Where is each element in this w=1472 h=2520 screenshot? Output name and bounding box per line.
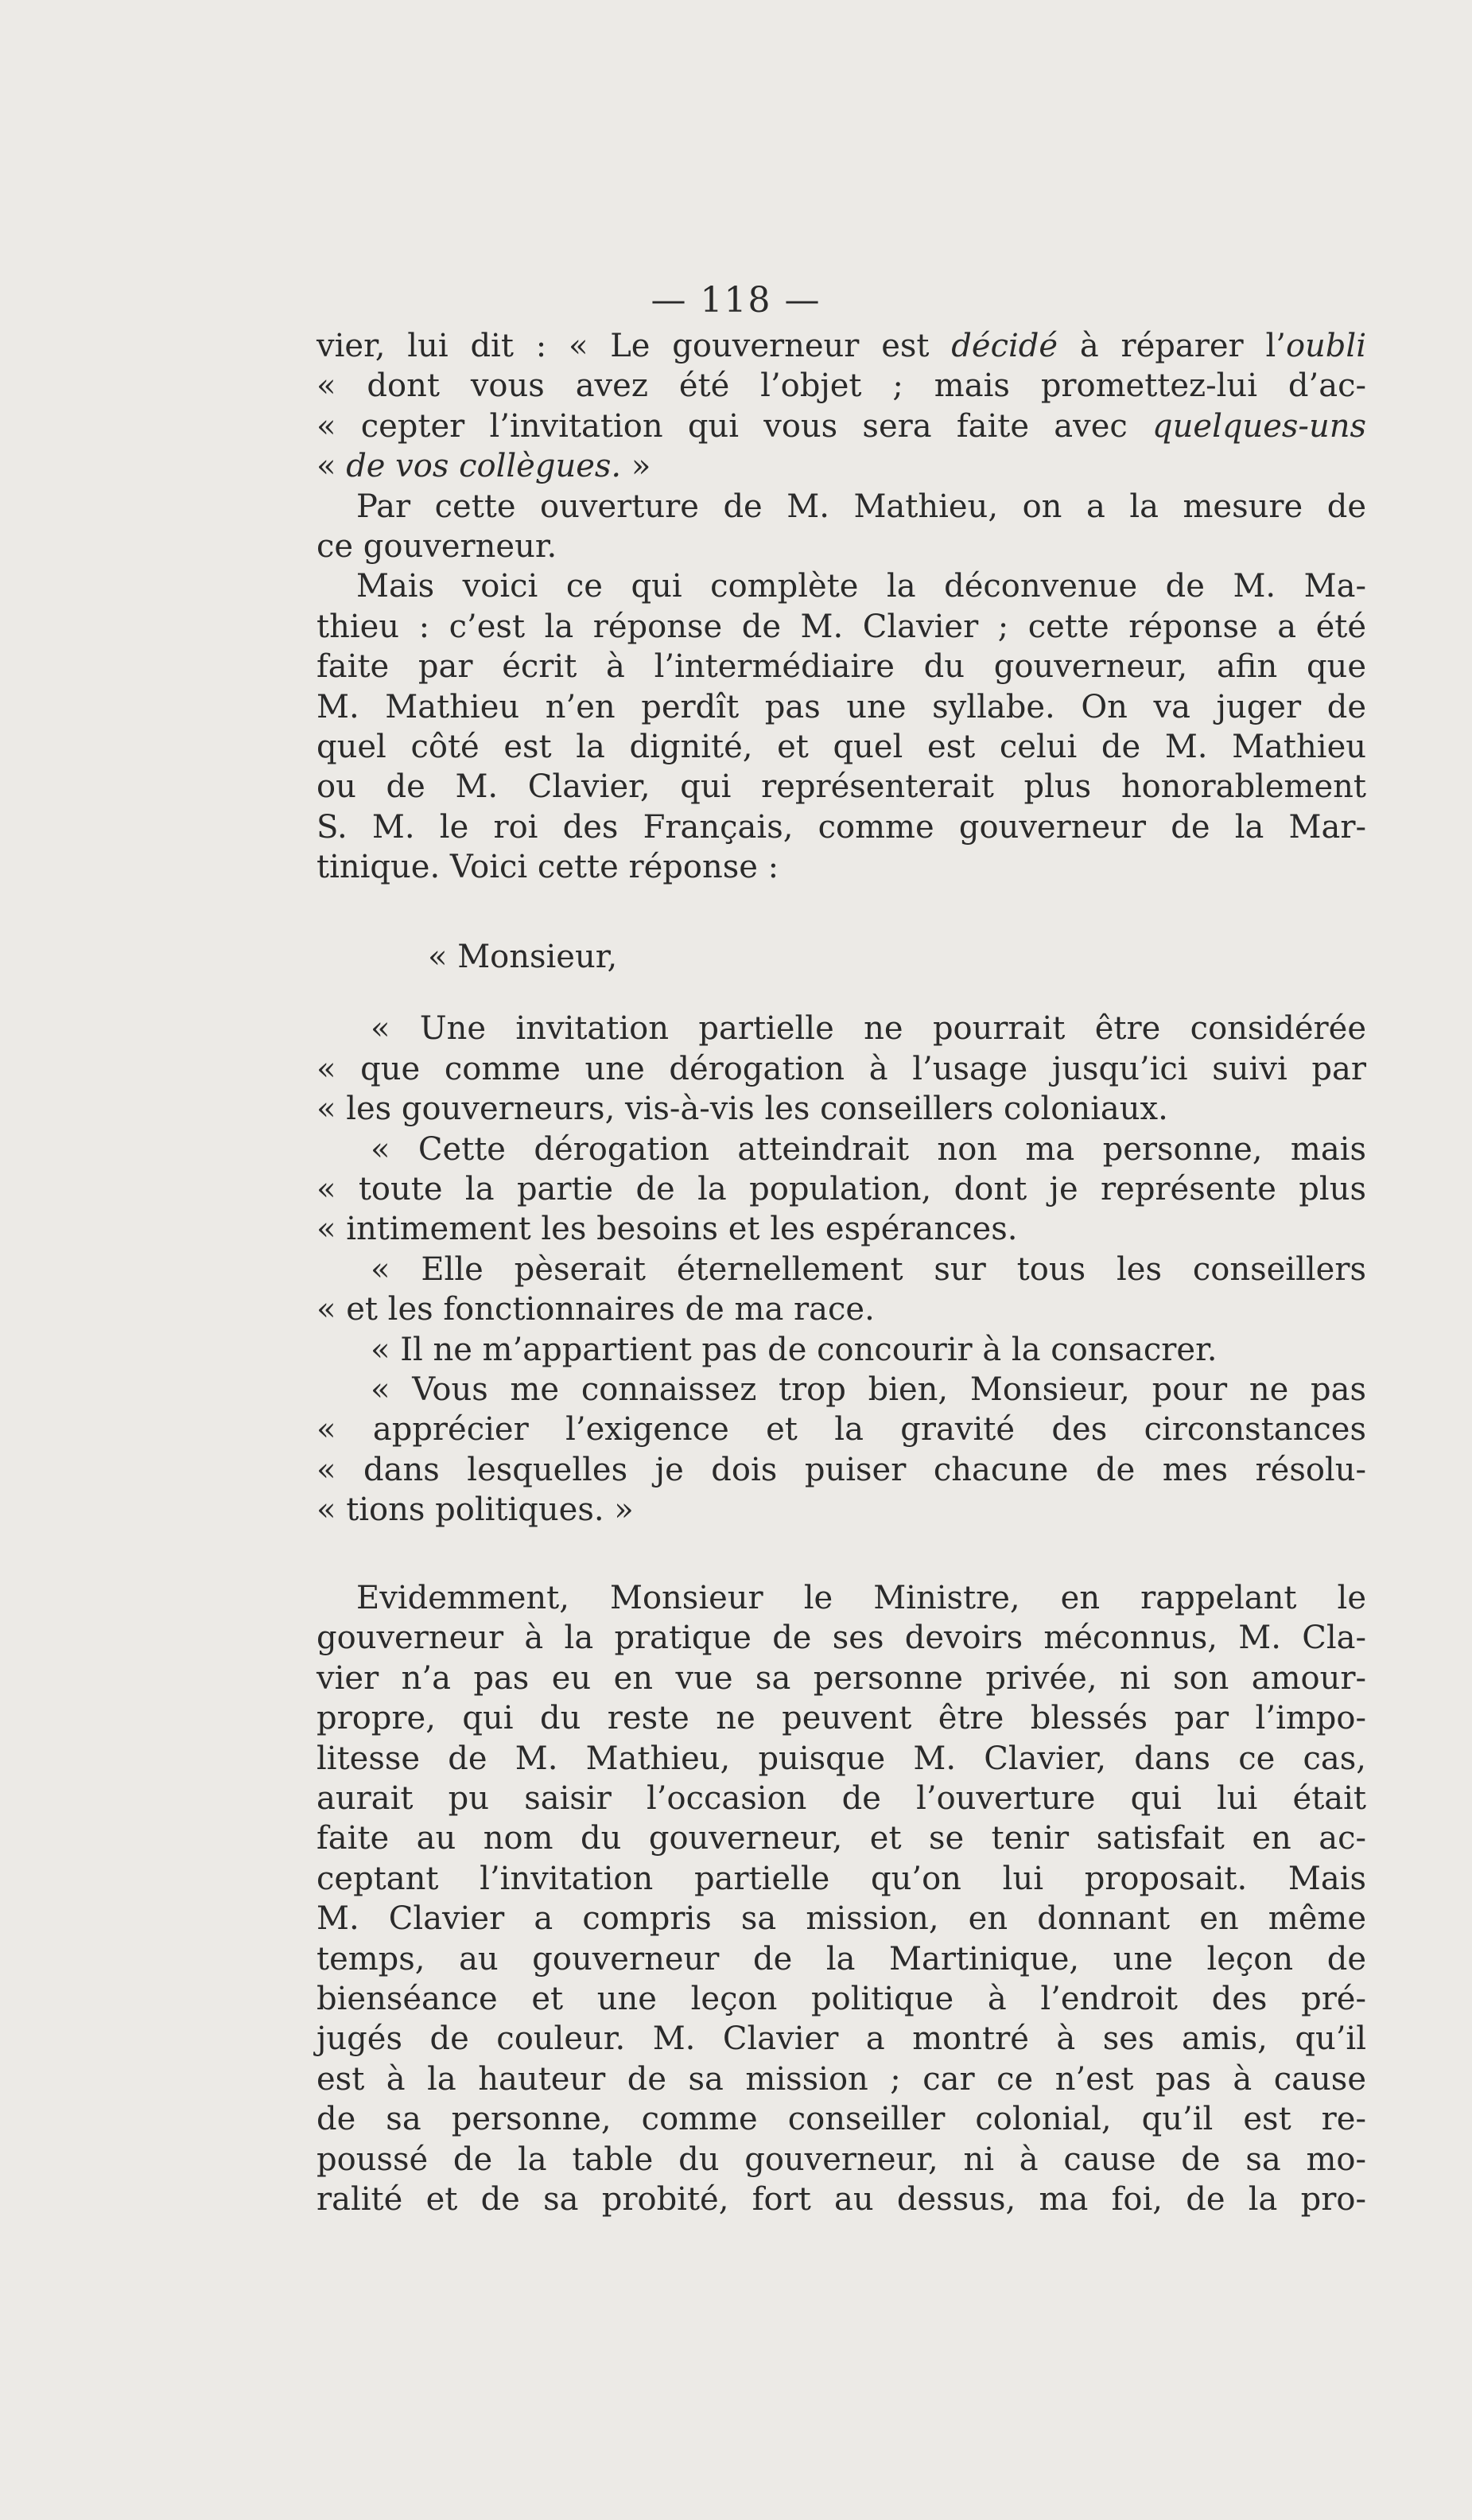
letter-salutation: « Monsieur, <box>428 939 618 975</box>
paragraph-block-3 <box>317 1578 1366 2220</box>
text-line: ceptant l’invitation partielle qu’on lui proposait. Mais <box>317 1860 1366 1897</box>
text-line: « Vous me connaissez trop bien, Monsieur, pour ne pas <box>371 1371 1366 1409</box>
quoted-letter <box>317 937 1366 1530</box>
text-line: « Cette dérogation atteindrait non ma personne, mais <box>371 1130 1366 1168</box>
text-line: quel côté est la dignité, et quel est celui de M. Mathieu <box>317 729 1366 766</box>
text-line: « Une invitation partielle ne pourrait être considérée <box>371 1010 1366 1048</box>
text-line: vier n’a pas eu en vue sa personne privée, ni son amour- <box>317 1659 1366 1697</box>
text-line: aurait pu saisir l’occasion de l’ouverture qui lui était <box>317 1780 1366 1818</box>
text-line: « de vos collègues. » <box>317 448 651 485</box>
text-line: faite par écrit à l’intermédiaire du gouverneur, afin que <box>317 648 1366 686</box>
text-line: gouverneur à la pratique de ses devoirs méconnus, M. Cla- <box>317 1620 1366 1657</box>
text-line: « tions politiques. » <box>317 1491 634 1529</box>
paragraph-block-1 <box>317 326 1366 888</box>
text-line: faite au nom du gouverneur, et se tenir satisfait en ac- <box>317 1820 1366 1857</box>
text-line: est à la hauteur de sa mission ; car ce n’est pas à cause <box>317 2060 1366 2098</box>
text-line: Mais voici ce qui complète la déconvenue de M. Ma- <box>356 568 1366 605</box>
text-line: ralité et de sa probité, fort au dessus, ma foi, de la pro- <box>317 2181 1366 2219</box>
text-line: « les gouverneurs, vis-à-vis les conseillers coloniaux. <box>317 1091 1168 1128</box>
page-number: — 118 — <box>651 280 821 321</box>
text-line: « toute la partie de la population, dont je représente plus <box>317 1171 1366 1208</box>
text-line: jugés de couleur. M. Clavier a montré à ses amis, qu’il <box>317 2020 1366 2058</box>
text-line: « dont vous avez été l’objet ; mais promettez-lui d’ac- <box>317 368 1366 405</box>
text-line: « apprécier l’exigence et la gravité des circonstances <box>317 1411 1366 1449</box>
text-line: tinique. Voici cette réponse : <box>317 849 779 886</box>
text-line: « et les fonctionnaires de ma race. <box>317 1291 875 1328</box>
text-line: M. Mathieu n’en perdît pas une syllabe. On va juger de <box>317 688 1366 725</box>
text-line: Evidemment, Monsieur le Ministre, en rappelant le <box>356 1580 1366 1616</box>
text-line: vier, lui dit : « Le gouverneur est décidé à réparer l’oubli <box>317 328 1366 364</box>
text-line: S. M. le roi des Français, comme gouverneur de la Mar- <box>317 808 1366 846</box>
text-line: Par cette ouverture de M. Mathieu, on a la mesure de <box>356 488 1366 525</box>
text-line: litesse de M. Mathieu, puisque M. Clavier, dans ce cas, <box>317 1740 1366 1777</box>
text-line: bienséance et une leçon politique à l’endroit des pré- <box>317 1981 1366 2018</box>
text-line: « que comme une dérogation à l’usage jusqu’ici suivi par <box>317 1050 1366 1087</box>
text-line: « cepter l’invitation qui vous sera faite avec quelques-uns <box>317 407 1366 445</box>
text-line: ou de M. Clavier, qui représenterait plus honorablement <box>317 768 1366 806</box>
text-line: propre, qui du reste ne peuvent être blessés par l’impo- <box>317 1700 1366 1737</box>
text-line: ce gouverneur. <box>317 528 557 566</box>
text-line: temps, au gouverneur de la Martinique, une leçon de <box>317 1940 1366 1978</box>
text-line: « Il ne m’appartient pas de concourir à la consacrer. <box>371 1331 1218 1368</box>
text-line: « intimement les besoins et les espérances. <box>317 1211 1018 1248</box>
text-line: « dans lesquelles je dois puiser chacune de mes résolu- <box>317 1451 1366 1488</box>
text-line: « Elle pèserait éternellement sur tous les conseillers <box>371 1250 1366 1288</box>
text-line: de sa personne, comme conseiller colonial, qu’il est re- <box>317 2101 1366 2138</box>
text-line: thieu : c’est la réponse de M. Clavier ; cette réponse a été <box>317 608 1366 645</box>
text-line: M. Clavier a compris sa mission, en donnant en même <box>317 1900 1366 1938</box>
text-line: poussé de la table du gouverneur, ni à cause de sa mo- <box>317 2141 1366 2178</box>
